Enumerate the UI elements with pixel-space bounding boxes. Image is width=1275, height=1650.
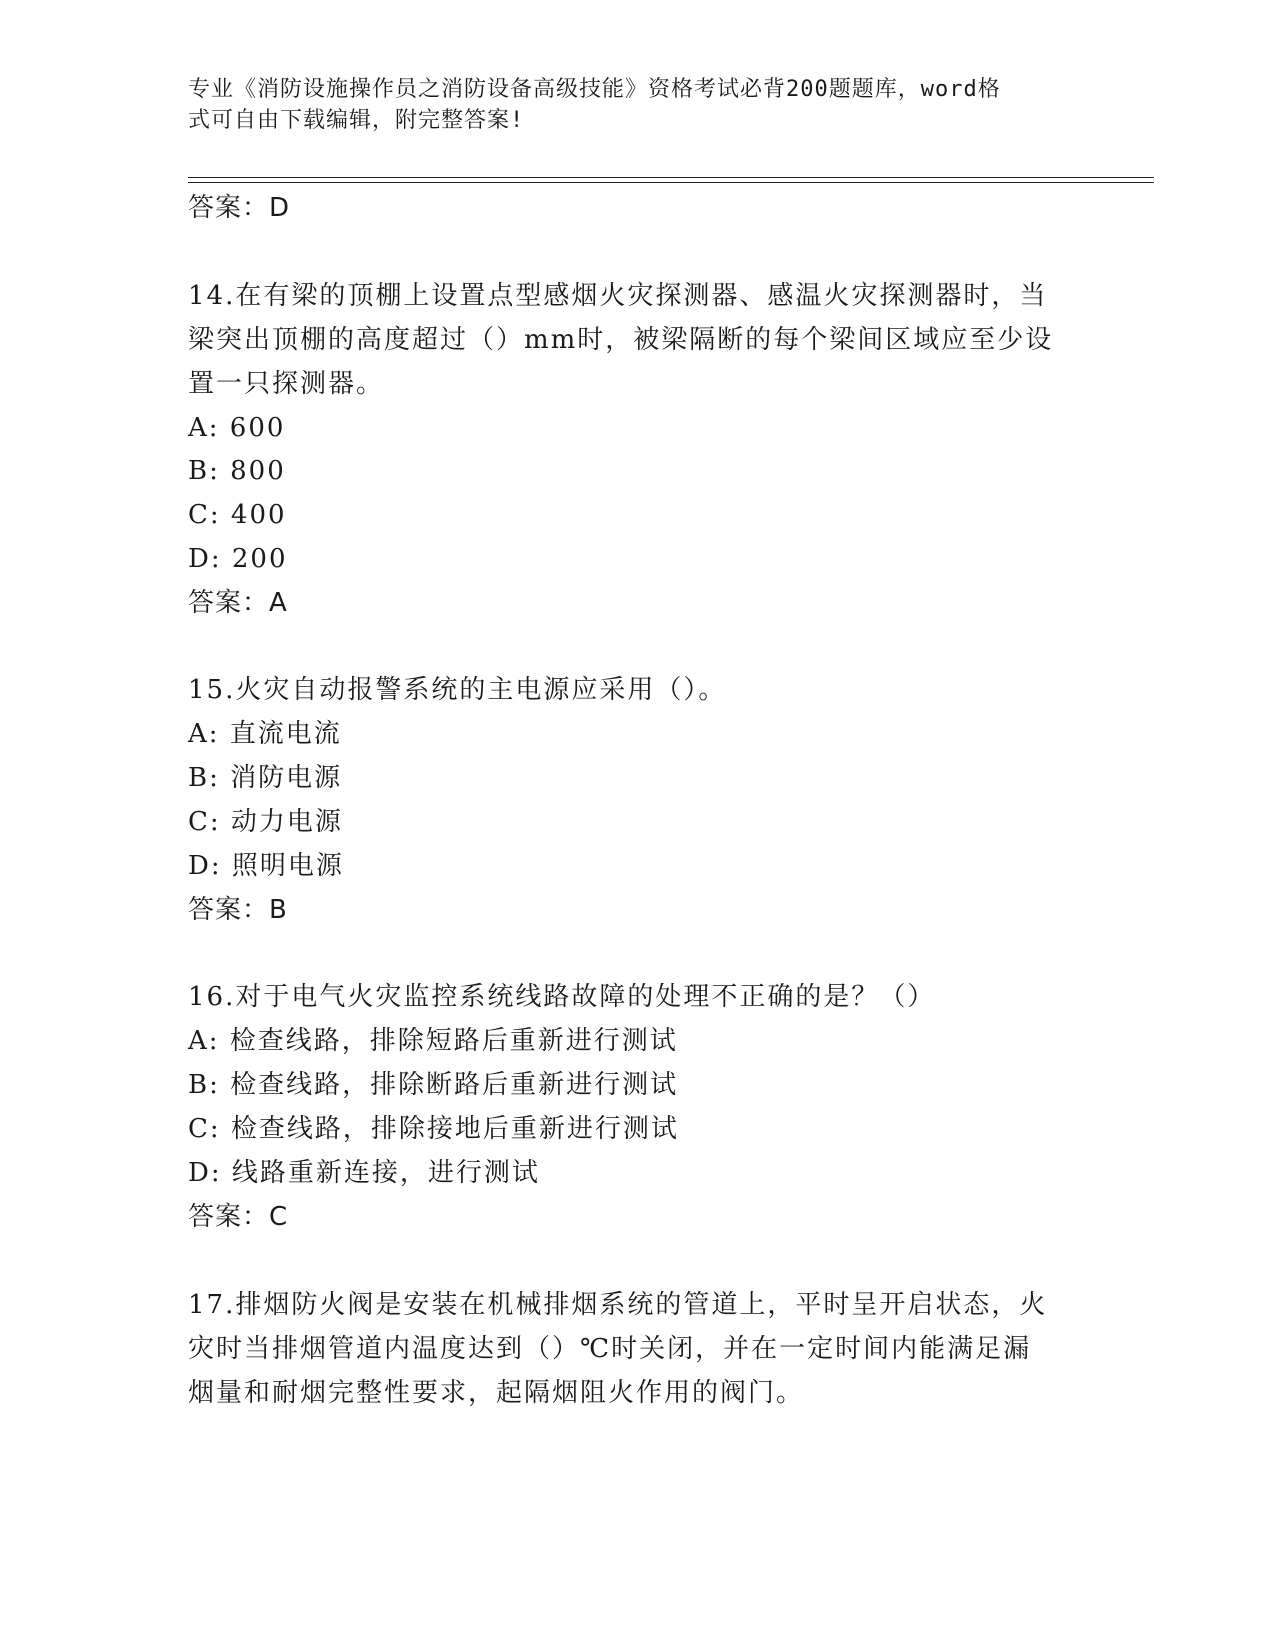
question-16-option-c: C: 检查线路，排除接地后重新进行测试 <box>188 1114 679 1144</box>
question-16-option-d: D: 线路重新连接，进行测试 <box>188 1158 540 1188</box>
document-header <box>188 74 1068 136</box>
question-17-line-3: 烟量和耐烟完整性要求，起隔烟阻火作用的阀门。 <box>188 1378 805 1408</box>
question-14-option-a: A: 600 <box>188 413 286 443</box>
question-15-option-d: D: 照明电源 <box>188 851 344 881</box>
question-16-option-a: A: 检查线路，排除短路后重新进行测试 <box>188 1026 678 1056</box>
question-17-line-2: 灾时当排烟管道内温度达到（）℃时关闭，并在一定时间内能满足漏 <box>188 1334 1032 1364</box>
question-14-option-b: B: 800 <box>188 456 286 486</box>
header-rule-top <box>188 177 1154 178</box>
answer-13: 答案：D <box>188 193 291 223</box>
question-14-line-1: 14.在有梁的顶棚上设置点型感烟火灾探测器、感温火灾探测器时，当 <box>188 281 1048 311</box>
header-line-1: 专业《消防设施操作员之消防设备高级技能》资格考试必背200题题库，word格 <box>188 77 1001 102</box>
header-rule-bottom <box>188 182 1154 183</box>
header-line-2: 式可自由下载编辑，附完整答案! <box>188 108 525 133</box>
question-15-option-b: B: 消防电源 <box>188 763 343 793</box>
question-15-option-c: C: 动力电源 <box>188 807 343 837</box>
question-15-line-1: 15.火灾自动报警系统的主电源应采用（）。 <box>188 675 727 705</box>
question-14-line-3: 置一只探测器。 <box>188 369 385 399</box>
answer-16: 答案：C <box>188 1202 289 1232</box>
question-14-line-2: 梁突出顶棚的高度超过（）mm时，被梁隔断的每个梁间区域应至少设 <box>188 325 1054 355</box>
question-17-line-1: 17.排烟防火阀是安装在机械排烟系统的管道上，平时呈开启状态，火 <box>188 1290 1048 1320</box>
answer-14: 答案：A <box>188 588 288 618</box>
question-16-line-1: 16.对于电气火灾监控系统线路故障的处理不正确的是？（） <box>188 982 936 1012</box>
question-16-option-b: B: 检查线路，排除断路后重新进行测试 <box>188 1070 679 1100</box>
question-14-option-d: D: 200 <box>188 544 288 574</box>
question-14-option-c: C: 400 <box>188 500 287 530</box>
answer-15: 答案：B <box>188 895 288 925</box>
question-15-option-a: A: 直流电流 <box>188 719 342 749</box>
